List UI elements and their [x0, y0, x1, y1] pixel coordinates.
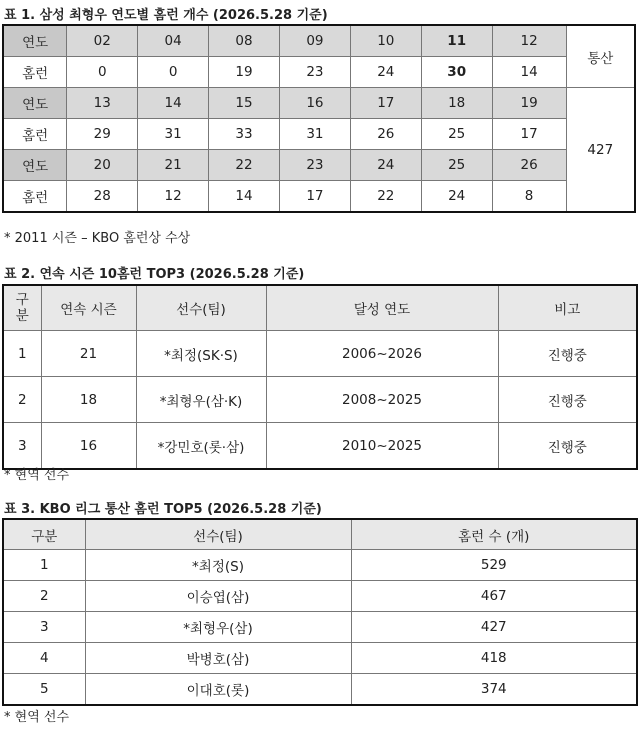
table-cell: 18: [41, 377, 136, 423]
table3-caption: 표 3. KBO 리그 통산 홈런 TOP5 (2026.5.28 기준): [4, 502, 322, 517]
table-cell: 1: [3, 550, 85, 581]
table-row: [3, 674, 637, 706]
homerun-cell: 19: [209, 57, 280, 88]
homerun-cell: 24: [421, 181, 492, 213]
year-cell: 26: [492, 150, 566, 181]
year-row: [3, 150, 635, 181]
homerun-cell: 24: [350, 57, 421, 88]
homerun-cell: 31: [279, 119, 350, 150]
table-cell: 418: [351, 643, 637, 674]
column-header: 비고: [498, 285, 637, 331]
homerun-cell: 29: [67, 119, 138, 150]
table-cell: 467: [351, 581, 637, 612]
homerun-cell: 0: [138, 57, 209, 88]
table3-note: * 현역 선수: [4, 710, 69, 725]
table-cell: 21: [41, 331, 136, 377]
table-cell: 진행중: [498, 377, 637, 423]
year-cell: 20: [67, 150, 138, 181]
table-cell: 이승엽(삼): [85, 581, 351, 612]
year-cell: 17: [350, 88, 421, 119]
table-row: [3, 377, 637, 423]
homerun-label: 홈런: [3, 181, 67, 213]
year-cell: 14: [138, 88, 209, 119]
year-label: 연도: [3, 150, 67, 181]
homerun-row: [3, 119, 635, 150]
table-cell: 진행중: [498, 423, 637, 470]
year-cell: 13: [67, 88, 138, 119]
column-header: 홈런 수 (개): [351, 519, 637, 550]
year-cell: 22: [209, 150, 280, 181]
table-row: [3, 581, 637, 612]
column-header: 연속 시즌: [41, 285, 136, 331]
year-cell: 09: [279, 25, 350, 57]
table-cell: 4: [3, 643, 85, 674]
year-cell: 18: [421, 88, 492, 119]
table-row: [3, 643, 637, 674]
table1-note: * 2011 시즌 – KBO 홈런상 수상: [4, 231, 191, 246]
homerun-cell: 8: [492, 181, 566, 213]
table-cell: 2006~2026: [266, 331, 498, 377]
homerun-cell: 28: [67, 181, 138, 213]
homerun-cell: 12: [138, 181, 209, 213]
table2-note: * 현역 선수: [4, 468, 69, 483]
year-cell: 19: [492, 88, 566, 119]
table-cell: 5: [3, 674, 85, 706]
year-cell: 12: [492, 25, 566, 57]
homerun-cell: 26: [350, 119, 421, 150]
table-cell: 이대호(롯): [85, 674, 351, 706]
year-cell: 16: [279, 88, 350, 119]
table-cell: 16: [41, 423, 136, 470]
year-row: [3, 25, 635, 57]
year-cell: 11: [421, 25, 492, 57]
homerun-cell: 25: [421, 119, 492, 150]
homerun-cell: 22: [350, 181, 421, 213]
total-value: 427: [566, 88, 635, 213]
year-label: 연도: [3, 88, 67, 119]
table-cell: 2010~2025: [266, 423, 498, 470]
homerun-row: [3, 57, 635, 88]
table-cell: 2: [3, 581, 85, 612]
homerun-row: [3, 181, 635, 213]
homerun-cell: 17: [492, 119, 566, 150]
year-row: [3, 88, 635, 119]
homerun-cell: 14: [209, 181, 280, 213]
table-row: [3, 612, 637, 643]
table-cell: *최형우(삼): [85, 612, 351, 643]
table-cell: *최형우(삼·K): [136, 377, 266, 423]
year-cell: 23: [279, 150, 350, 181]
table-cell: 2: [3, 377, 41, 423]
table-cell: *강민호(롯·삼): [136, 423, 266, 470]
column-header: 구분: [3, 285, 41, 331]
table-row: [3, 331, 637, 377]
homerun-cell: 33: [209, 119, 280, 150]
table-cell: 진행중: [498, 331, 637, 377]
career-homerun-top5-table: [2, 518, 638, 706]
total-label: 통산: [566, 25, 635, 88]
column-header: 달성 연도: [266, 285, 498, 331]
homerun-label: 홈런: [3, 119, 67, 150]
year-cell: 25: [421, 150, 492, 181]
table-row: [3, 423, 637, 470]
table-cell: 427: [351, 612, 637, 643]
table-cell: 3: [3, 423, 41, 470]
table-cell: 374: [351, 674, 637, 706]
column-header: 선수(팀): [85, 519, 351, 550]
year-cell: 10: [350, 25, 421, 57]
column-header: 선수(팀): [136, 285, 266, 331]
year-cell: 24: [350, 150, 421, 181]
year-label: 연도: [3, 25, 67, 57]
table-cell: 3: [3, 612, 85, 643]
homerun-label: 홈런: [3, 57, 67, 88]
homerun-cell: 17: [279, 181, 350, 213]
table-cell: *최정(S): [85, 550, 351, 581]
table2-caption: 표 2. 연속 시즌 10홈런 TOP3 (2026.5.28 기준): [4, 267, 305, 282]
yearly-homerun-table: [2, 24, 636, 213]
consecutive-seasons-table: [2, 284, 638, 470]
year-cell: 02: [67, 25, 138, 57]
year-cell: 04: [138, 25, 209, 57]
table1-caption: 표 1. 삼성 최형우 연도별 홈런 개수 (2026.5.28 기준): [4, 8, 328, 23]
table-cell: 529: [351, 550, 637, 581]
table-row: [3, 550, 637, 581]
homerun-cell: 0: [67, 57, 138, 88]
table-cell: 1: [3, 331, 41, 377]
column-header: 구분: [3, 519, 85, 550]
homerun-cell: 30: [421, 57, 492, 88]
homerun-cell: 31: [138, 119, 209, 150]
table-cell: *최정(SK·S): [136, 331, 266, 377]
year-cell: 21: [138, 150, 209, 181]
table-cell: 2008~2025: [266, 377, 498, 423]
year-cell: 15: [209, 88, 280, 119]
year-cell: 08: [209, 25, 280, 57]
homerun-cell: 23: [279, 57, 350, 88]
homerun-cell: 14: [492, 57, 566, 88]
table-cell: 박병호(삼): [85, 643, 351, 674]
